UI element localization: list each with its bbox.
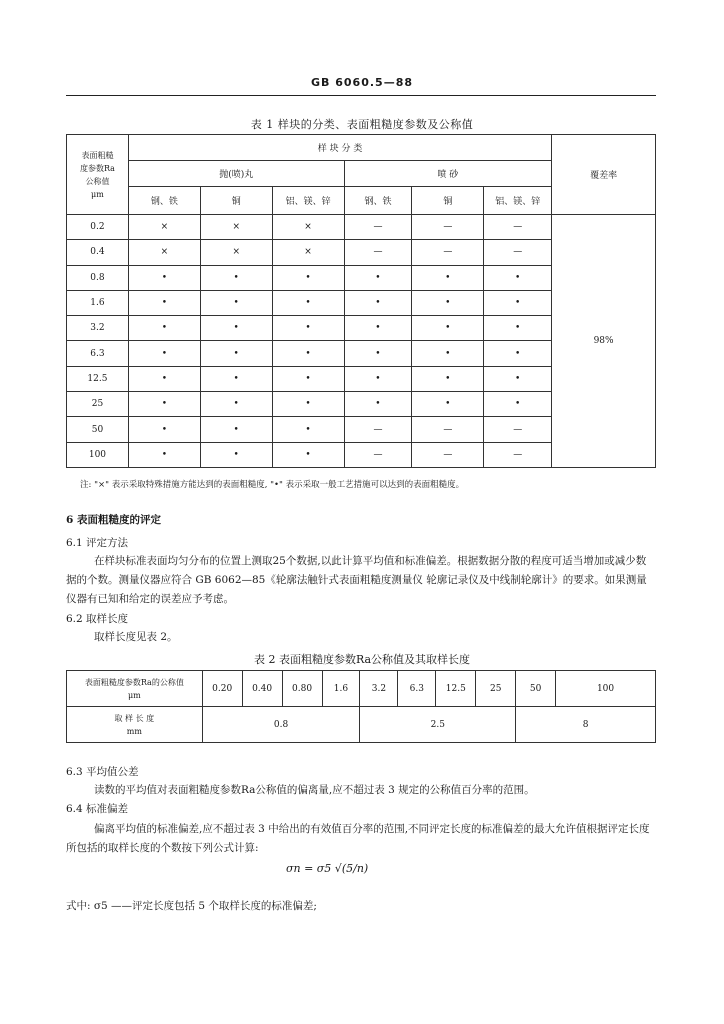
availability-mark: •: [412, 366, 484, 391]
ra-value-cell: 0.8: [67, 265, 129, 290]
availability-mark: •: [484, 366, 552, 391]
formula-where: 式中: σ5 ——评定长度包括 5 个取样长度的标准偏差;: [66, 900, 317, 912]
row-header-line: 度参数Ra: [79, 163, 115, 173]
availability-mark: —: [344, 240, 412, 265]
availability-mark: •: [200, 392, 272, 417]
ra-value: 25: [476, 671, 516, 707]
availability-mark: •: [484, 341, 552, 366]
table2-title: 表 2 表面粗糙度参数Ra公称值及其取样长度: [253, 653, 471, 666]
ra-value: 50: [516, 671, 556, 707]
availability-mark: ×: [272, 240, 344, 265]
row-header-line: 表面粗糙: [81, 150, 114, 160]
tolerance-header: 覆差率: [552, 135, 656, 215]
table1-row: [67, 215, 656, 240]
ra-value: 3.2: [360, 671, 398, 707]
availability-mark: •: [344, 392, 412, 417]
metal-col: 铝、镁、锌: [272, 187, 344, 215]
availability-mark: •: [412, 392, 484, 417]
group-header: 样 块 分 类: [128, 135, 551, 161]
availability-mark: •: [344, 290, 412, 315]
document-code: GB 6060.5—88: [311, 76, 413, 89]
availability-mark: •: [128, 290, 200, 315]
s61-text: 在样块标准表面均匀分布的位置上测取25个数据,以此计算平均值和标准偏差。根据数据分散的程度可适当增加或减少数据的个数。测量仪器应符合 GB 6062—85《轮廓法触针式表面粗糙度测量仪 轮廓记录仪及中线制轮廓计》的要求。如果测量仪器有已知和给定的误差应予考虑。: [66, 555, 647, 605]
availability-mark: —: [484, 240, 552, 265]
s61-heading: 6.1 评定方法: [66, 537, 129, 549]
availability-mark: •: [412, 316, 484, 341]
metal-col: 钢、铁: [344, 187, 412, 215]
ra-value-cell: 1.6: [67, 290, 129, 315]
ra-value-cell: 3.2: [67, 316, 129, 341]
availability-mark: •: [484, 316, 552, 341]
availability-mark: —: [484, 442, 552, 467]
ra-value: 0.20: [202, 671, 242, 707]
sampling-length: 0.8: [202, 707, 360, 743]
availability-mark: •: [272, 316, 344, 341]
availability-mark: —: [484, 215, 552, 240]
availability-mark: •: [128, 442, 200, 467]
availability-mark: •: [200, 417, 272, 442]
label-line: 取 样 长 度: [114, 713, 155, 723]
ra-value-cell: 50: [67, 417, 129, 442]
availability-mark: —: [412, 240, 484, 265]
availability-mark: •: [200, 290, 272, 315]
availability-mark: ×: [272, 215, 344, 240]
s64-heading: 6.4 标准偏差: [66, 803, 129, 815]
ra-value-cell: 0.4: [67, 240, 129, 265]
availability-mark: •: [344, 265, 412, 290]
availability-mark: •: [412, 341, 484, 366]
availability-mark: •: [412, 290, 484, 315]
availability-mark: •: [200, 316, 272, 341]
tolerance-value: 98%: [552, 215, 656, 468]
table1-note: 注: "×" 表示采取特殊措施方能达到的表面粗糙度, "•" 表示采取一般工艺措施可以达到的表面粗糙度。: [80, 480, 465, 490]
header-rule: [66, 95, 656, 96]
availability-mark: ×: [200, 215, 272, 240]
table2: [66, 670, 656, 743]
row-header-cell: [67, 135, 129, 215]
ra-value-cell: 25: [67, 392, 129, 417]
availability-mark: •: [272, 417, 344, 442]
availability-mark: •: [128, 417, 200, 442]
availability-mark: •: [412, 265, 484, 290]
ra-value: 1.6: [322, 671, 360, 707]
std-deviation-formula: σn = σ5 √(5/n): [286, 862, 369, 875]
availability-mark: —: [344, 215, 412, 240]
availability-mark: •: [200, 366, 272, 391]
s63-heading: 6.3 平均值公差: [66, 766, 139, 778]
availability-mark: ×: [200, 240, 272, 265]
availability-mark: •: [272, 442, 344, 467]
availability-mark: •: [484, 290, 552, 315]
availability-mark: —: [344, 442, 412, 467]
availability-mark: —: [412, 442, 484, 467]
availability-mark: •: [272, 290, 344, 315]
availability-mark: •: [128, 392, 200, 417]
metal-col: 铜: [200, 187, 272, 215]
availability-mark: •: [272, 265, 344, 290]
availability-mark: •: [484, 392, 552, 417]
row-header-line: μm: [91, 189, 104, 199]
availability-mark: •: [200, 341, 272, 366]
availability-mark: ×: [128, 215, 200, 240]
availability-mark: •: [200, 442, 272, 467]
metal-col: 钢、铁: [128, 187, 200, 215]
label-line: 表面粗糙度参数Ra的公称值: [84, 677, 184, 687]
ra-value: 6.3: [398, 671, 436, 707]
row-header-line: 公称值: [85, 176, 110, 186]
s63-text: 读数的平均值对表面粗糙度参数Ra公称值的偏离量,应不超过表 3 规定的公称值百分率的范围。: [94, 784, 535, 796]
availability-mark: —: [484, 417, 552, 442]
s64-text: 偏离平均值的标准偏差,应不超过表 3 中给出的有效值百分率的范围,不同评定长度的标准偏差的最大允许值根据评定长度所包括的取样长度的个数按下列公式计算:: [66, 823, 650, 854]
ra-value-cell: 0.2: [67, 215, 129, 240]
group-sand: 喷 砂: [344, 161, 552, 187]
availability-mark: •: [272, 366, 344, 391]
ra-value-cell: 6.3: [67, 341, 129, 366]
availability-mark: •: [272, 392, 344, 417]
availability-mark: —: [344, 417, 412, 442]
availability-mark: ×: [128, 240, 200, 265]
table1: [66, 134, 656, 468]
availability-mark: •: [128, 316, 200, 341]
availability-mark: —: [412, 215, 484, 240]
metal-col: 铜: [412, 187, 484, 215]
table1-title: 表 1 样块的分类、表面粗糙度参数及公称值: [250, 118, 474, 131]
ra-value-label: [67, 671, 203, 707]
ra-value: 0.80: [282, 671, 322, 707]
group-polish: 抛(喷)丸: [128, 161, 344, 187]
sampling-length: 2.5: [360, 707, 516, 743]
ra-value: 0.40: [242, 671, 282, 707]
ra-value-cell: 100: [67, 442, 129, 467]
ra-value-cell: 12.5: [67, 366, 129, 391]
label-line: mm: [126, 726, 142, 736]
availability-mark: •: [128, 341, 200, 366]
availability-mark: •: [128, 265, 200, 290]
availability-mark: •: [200, 265, 272, 290]
sampling-length-label: [67, 707, 203, 743]
availability-mark: —: [412, 417, 484, 442]
availability-mark: •: [344, 316, 412, 341]
availability-mark: •: [272, 341, 344, 366]
ra-value: 12.5: [436, 671, 476, 707]
s62-text: 取样长度见表 2。: [94, 631, 178, 643]
availability-mark: •: [484, 265, 552, 290]
s62-heading: 6.2 取样长度: [66, 613, 129, 625]
ra-value: 100: [556, 671, 656, 707]
section6-heading: 6 表面粗糙度的评定: [66, 514, 161, 526]
availability-mark: •: [128, 366, 200, 391]
label-line: μm: [127, 690, 141, 700]
sampling-length: 8: [516, 707, 656, 743]
availability-mark: •: [344, 341, 412, 366]
metal-col: 铝、镁、锌: [484, 187, 552, 215]
availability-mark: •: [344, 366, 412, 391]
